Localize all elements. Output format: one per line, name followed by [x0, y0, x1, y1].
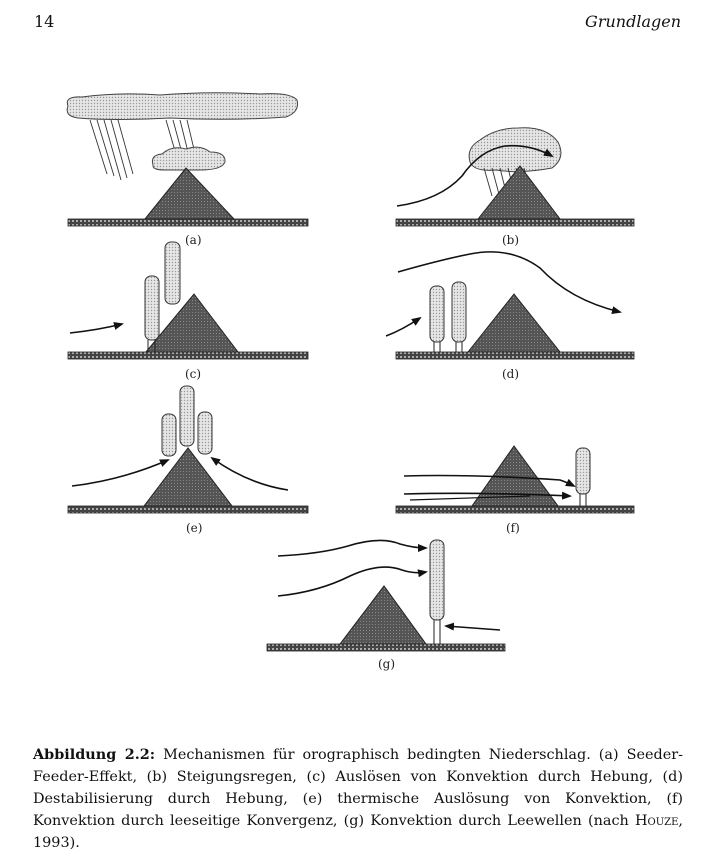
low-level-inflow-arrow	[446, 626, 500, 630]
panel-f-label: (f)	[506, 521, 520, 535]
cumulus-tower	[430, 286, 444, 342]
ground	[68, 219, 308, 226]
inflow-arrow	[70, 324, 122, 333]
ground	[396, 352, 634, 359]
ground	[267, 644, 505, 651]
panel-e-label: (e)	[186, 521, 203, 535]
cumulus-tower	[180, 386, 194, 446]
mountain	[468, 294, 560, 352]
mountain	[144, 448, 232, 506]
cumulus-tower	[430, 540, 444, 620]
panel-f	[396, 446, 634, 535]
mountain	[145, 168, 234, 219]
mountain	[146, 294, 238, 352]
panel-a-label: (a)	[185, 233, 202, 247]
panel-b	[396, 128, 634, 247]
right-slope-flow-arrow	[212, 458, 288, 490]
lee-wave-lower-arrow	[278, 567, 426, 596]
feeder-cloud	[152, 147, 225, 170]
cumulus-tower	[162, 414, 176, 456]
cumulus-tower	[452, 282, 466, 342]
mountain	[340, 586, 426, 644]
inflow-arrow	[386, 318, 420, 336]
running-head: Grundlagen	[585, 12, 681, 31]
mountain	[478, 166, 560, 219]
figure-caption	[33, 744, 683, 854]
caption-text-end: , 1993).	[33, 813, 683, 852]
cumulus-tower	[576, 448, 590, 494]
panel-d-label: (d)	[502, 367, 520, 381]
panel-g	[267, 540, 505, 671]
panel-g-label: (g)	[378, 657, 396, 671]
ground	[396, 219, 634, 226]
page-number: 14	[34, 12, 55, 31]
caption-author: Houze	[634, 813, 679, 830]
left-slope-flow-arrow	[72, 460, 168, 486]
ground	[68, 352, 308, 359]
orographic-cloud	[469, 128, 561, 172]
panel-c-label: (c)	[185, 367, 202, 381]
panel-c	[68, 242, 308, 381]
figure-label: Abbildung 2.2:	[33, 746, 156, 764]
panel-e	[68, 386, 308, 535]
panel-d	[386, 252, 634, 381]
cumulus-tower	[198, 412, 212, 454]
cumulus-tower	[165, 242, 180, 304]
cumulus-tower	[145, 276, 159, 340]
caption-text: Mechanismen für orographisch bedingten Niederschlag. (a) Seeder-Feeder-Effekt, (b) Steigungsregen, (c) Auslösen von Konvektion durch Hebung, (d) Destabilisierung durch Hebung, (e) thermische Auslösung von Konvektion, (f) Konvektion durch leeseitige Konvergenz, (g) Konvektion durch Leewellen (nach	[33, 747, 683, 830]
seeder-cloud	[67, 93, 297, 120]
panel-a	[67, 93, 308, 247]
lee-wave-upper-arrow	[278, 540, 426, 556]
ground	[396, 506, 634, 513]
panel-b-label: (b)	[502, 233, 520, 247]
ground	[68, 506, 308, 513]
